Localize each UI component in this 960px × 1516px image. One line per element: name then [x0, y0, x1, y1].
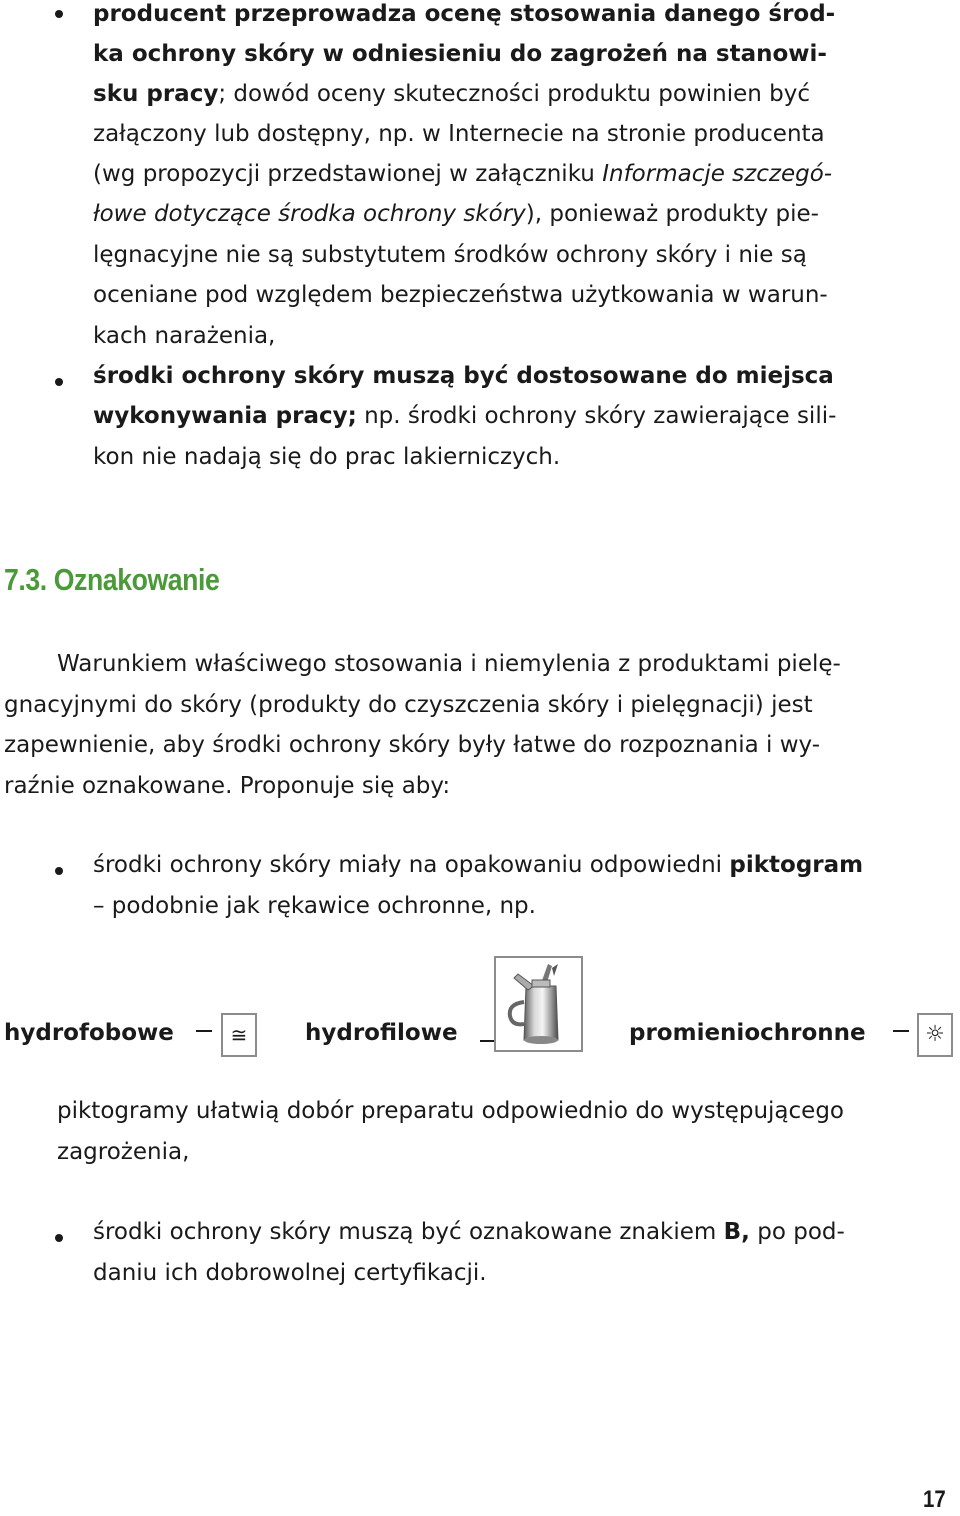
- bullet-marker: [55, 10, 63, 18]
- text-line: kon nie nadają się do prac lakierniczych.: [93, 444, 561, 470]
- regular-text: ), ponieważ produkty pie-: [525, 201, 819, 227]
- text-line: [93, 1218, 845, 1246]
- text-line: [93, 80, 810, 108]
- text-line: – podobnie jak rękawice ochronne, np.: [93, 893, 536, 919]
- hydrophilic-pictogram: [494, 956, 583, 1052]
- italic-text: łowe dotyczące środka ochrony skóry: [93, 201, 526, 227]
- text-line: [93, 402, 836, 430]
- bullet-marker: [55, 378, 63, 386]
- text-line: załączony lub dostępny, np. w Internecie na stronie producenta: [93, 121, 825, 147]
- bold-text: piktogram: [729, 852, 864, 878]
- bold-text: wykonywania pracy;: [93, 403, 357, 429]
- text-line: gnacyjnymi do skóry (produkty do czyszczenia skóry i pielęgnacji) jest: [4, 692, 813, 718]
- section-number: 7.3.: [4, 562, 47, 597]
- sun-icon: ☼: [925, 1022, 945, 1047]
- text-line: [93, 160, 832, 188]
- bullet-marker: [55, 1234, 63, 1242]
- regular-text: środki ochrony skóry muszą być oznakowane znakiem: [93, 1219, 724, 1245]
- text-line: daniu ich dobrowolnej certyfikacji.: [93, 1260, 487, 1286]
- text-line: środki ochrony skóry muszą być dostosowane do miejsca: [93, 363, 834, 389]
- regular-text: (wg propozycji przedstawionej w załączniku: [93, 161, 603, 187]
- text-line: producent przeprowadza ocenę stosowania danego środ-: [93, 1, 836, 27]
- bold-text: B,: [723, 1219, 750, 1245]
- regular-text: np. środki ochrony skóry zawierające sili-: [356, 403, 837, 429]
- dash: [480, 1040, 494, 1042]
- text-line: oceniane pod względem bezpieczeństwa użytkowania w warun-: [93, 282, 828, 308]
- regular-text: ; dowód oceny skuteczności produktu powinien być: [218, 81, 811, 107]
- text-line: piktogramy ułatwią dobór preparatu odpowiednio do występującego: [57, 1098, 844, 1124]
- hydrophobic-pictogram: [221, 1013, 257, 1057]
- hydrophilic-label: hydrofilowe: [305, 1020, 458, 1046]
- text-line: ka ochrony skóry w odniesieniu do zagrożeń na stanowi-: [93, 41, 827, 67]
- text-line: kach narażenia,: [93, 323, 276, 349]
- text-line: raźnie oznakowane. Proponuje się aby:: [4, 773, 451, 799]
- hydrophobic-label: hydrofobowe: [4, 1020, 174, 1046]
- text-line: [93, 851, 863, 879]
- text-line: lęgnacyjne nie są substytutem środków ochrony skóry i nie są: [93, 242, 807, 268]
- text-line: zapewnienie, aby środki ochrony skóry były łatwe do rozpoznania i wy-: [4, 732, 821, 758]
- approx-equal-icon: ≅: [230, 1023, 248, 1047]
- text-line: Warunkiem właściwego stosowania i niemylenia z produktami pielę-: [57, 651, 841, 677]
- sunscreen-pictogram: [917, 1013, 953, 1057]
- text-line: [93, 200, 819, 228]
- section-title: Oznakowanie: [53, 562, 220, 597]
- text-line: zagrożenia,: [57, 1139, 190, 1165]
- regular-text: środki ochrony skóry miały na opakowaniu odpowiedni: [93, 852, 730, 878]
- italic-text: Informacje szczegó-: [602, 161, 833, 187]
- sunscreen-label: promieniochronne: [629, 1020, 866, 1046]
- page-number: 17: [923, 1486, 946, 1513]
- pitcher-icon: [496, 958, 581, 1050]
- bold-text: sku pracy: [93, 81, 219, 107]
- regular-text: po pod-: [749, 1219, 845, 1245]
- dash: [893, 1030, 909, 1032]
- section-heading: [4, 560, 219, 600]
- dash: [196, 1030, 212, 1032]
- bullet-marker: [55, 867, 63, 875]
